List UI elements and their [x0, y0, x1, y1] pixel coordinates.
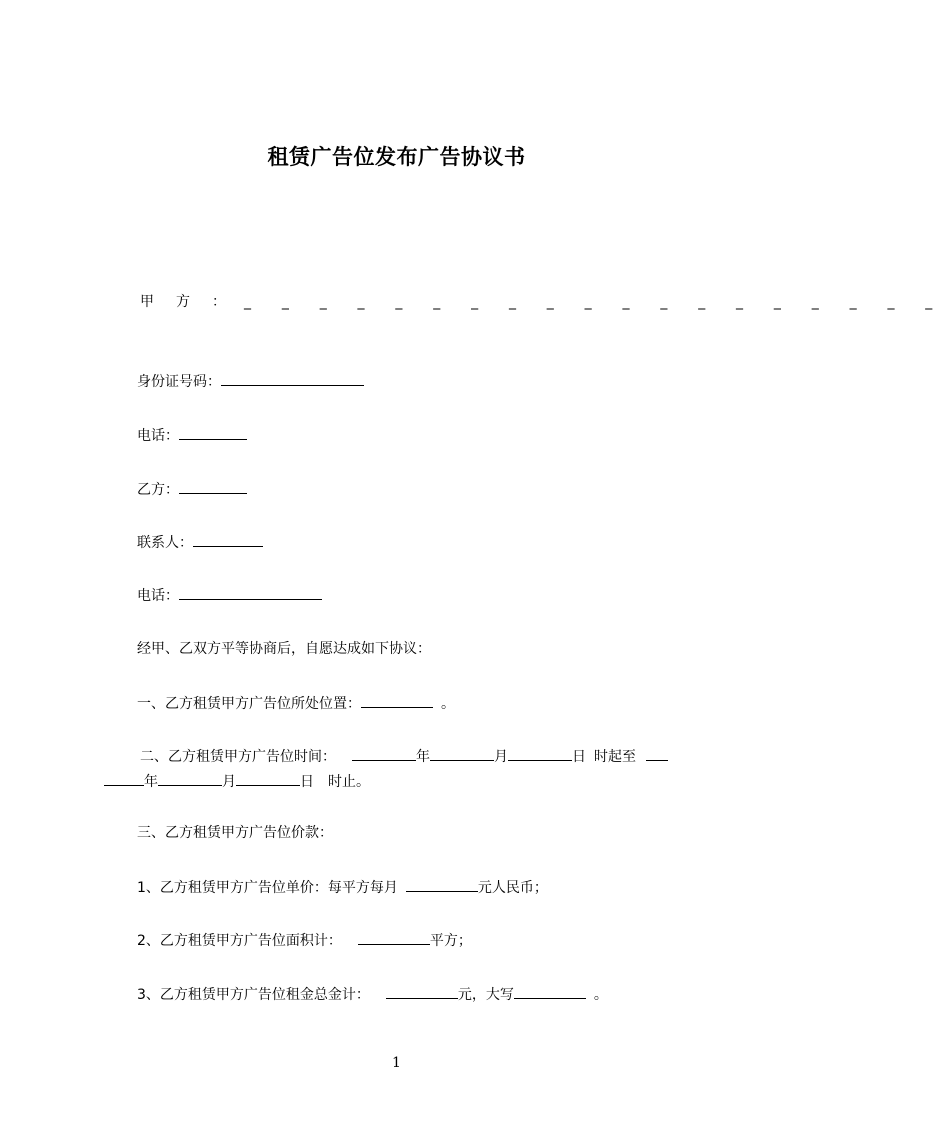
clause-2-from: 时起至 — [594, 749, 636, 765]
clause-2-from-day-blank — [508, 746, 572, 761]
clause-3-item-3-mid: 元，大写 — [457, 987, 514, 1003]
clause-1-end: 。 — [441, 696, 455, 712]
clause-3-item-2-prefix: 2、乙方租赁甲方广告位面积计： — [137, 933, 342, 949]
contact-line — [137, 532, 263, 553]
page-number: 1 — [392, 1055, 401, 1071]
clause-1-blank — [361, 693, 433, 708]
unit-price-blank — [406, 877, 478, 892]
party-b-label: 乙方： — [137, 482, 179, 498]
clause-2-from-month-blank — [430, 746, 494, 761]
document-title: 租赁广告位发布广告协议书 — [267, 145, 526, 169]
phone-b-line — [137, 585, 322, 606]
party-a-label-fang: 方 — [176, 294, 190, 310]
total-rent-blank — [386, 984, 458, 999]
clause-1 — [137, 693, 455, 714]
clause-2-month-2: 月 — [222, 774, 236, 790]
phone-a-line — [137, 425, 247, 446]
phone-b-blank — [179, 585, 322, 600]
party-b-blank — [179, 479, 247, 494]
id-number-label: 身份证号码： — [137, 374, 221, 390]
clause-3-item-2 — [137, 930, 472, 951]
clause-2-to-day-blank — [236, 771, 300, 786]
party-b-line — [137, 479, 247, 500]
total-rent-words-blank — [514, 984, 586, 999]
clause-2-day: 日 — [572, 749, 586, 765]
party-a-label-jia: 甲 — [140, 294, 154, 310]
phone-a-label: 电话： — [137, 428, 179, 444]
clause-2-line-1 — [104, 746, 702, 767]
party-a-line — [140, 292, 946, 312]
clause-2-month: 月 — [494, 749, 508, 765]
clause-3-item-1-prefix: 1、乙方租赁甲方广告位单价：每平方每月 — [137, 880, 398, 896]
phone-b-label: 电话： — [137, 588, 179, 604]
clause-3-item-3-prefix: 3、乙方租赁甲方广告位租金总金计： — [137, 987, 370, 1003]
clause-2-until: 时止。 — [328, 774, 370, 790]
id-number-blank — [221, 371, 364, 386]
clause-2-prefix: 二、乙方租赁甲方广告位时间： — [140, 749, 336, 765]
phone-a-blank — [179, 425, 247, 440]
clause-2-to-month-blank — [158, 771, 222, 786]
intro-paragraph: 经甲、乙双方平等协商后，自愿达成如下协议： — [137, 641, 431, 657]
clause-2-to-year-blank-start — [646, 746, 668, 761]
clause-3-title: 三、乙方租赁甲方广告位价款： — [137, 825, 333, 841]
contact-blank — [193, 532, 263, 547]
id-number-line — [137, 371, 364, 392]
clause-2-line-2 — [104, 771, 702, 792]
contact-label: 联系人： — [137, 535, 193, 551]
clause-2 — [104, 746, 702, 792]
clause-3-item-1 — [137, 877, 548, 898]
clause-3-item-1-suffix: 元人民币； — [477, 880, 548, 896]
party-a-colon: ： — [212, 294, 226, 310]
clause-2-to-year-blank-end — [104, 771, 144, 786]
clause-3-item-3-end: 。 — [593, 987, 608, 1003]
clause-2-from-year-blank — [352, 746, 416, 761]
clause-2-day-2: 日 — [300, 774, 314, 790]
clause-1-text: 一、乙方租赁甲方广告位所处位置： — [137, 696, 361, 712]
clause-3-item-2-suffix: 平方； — [429, 933, 472, 949]
area-blank — [358, 930, 430, 945]
clause-3-item-3 — [137, 984, 608, 1005]
clause-2-year-2: 年 — [144, 774, 158, 790]
party-a-blank: _ _ _ _ _ _ _ _ _ _ _ _ _ _ _ _ _ _ _ — [244, 294, 946, 310]
clause-2-year: 年 — [416, 749, 430, 765]
